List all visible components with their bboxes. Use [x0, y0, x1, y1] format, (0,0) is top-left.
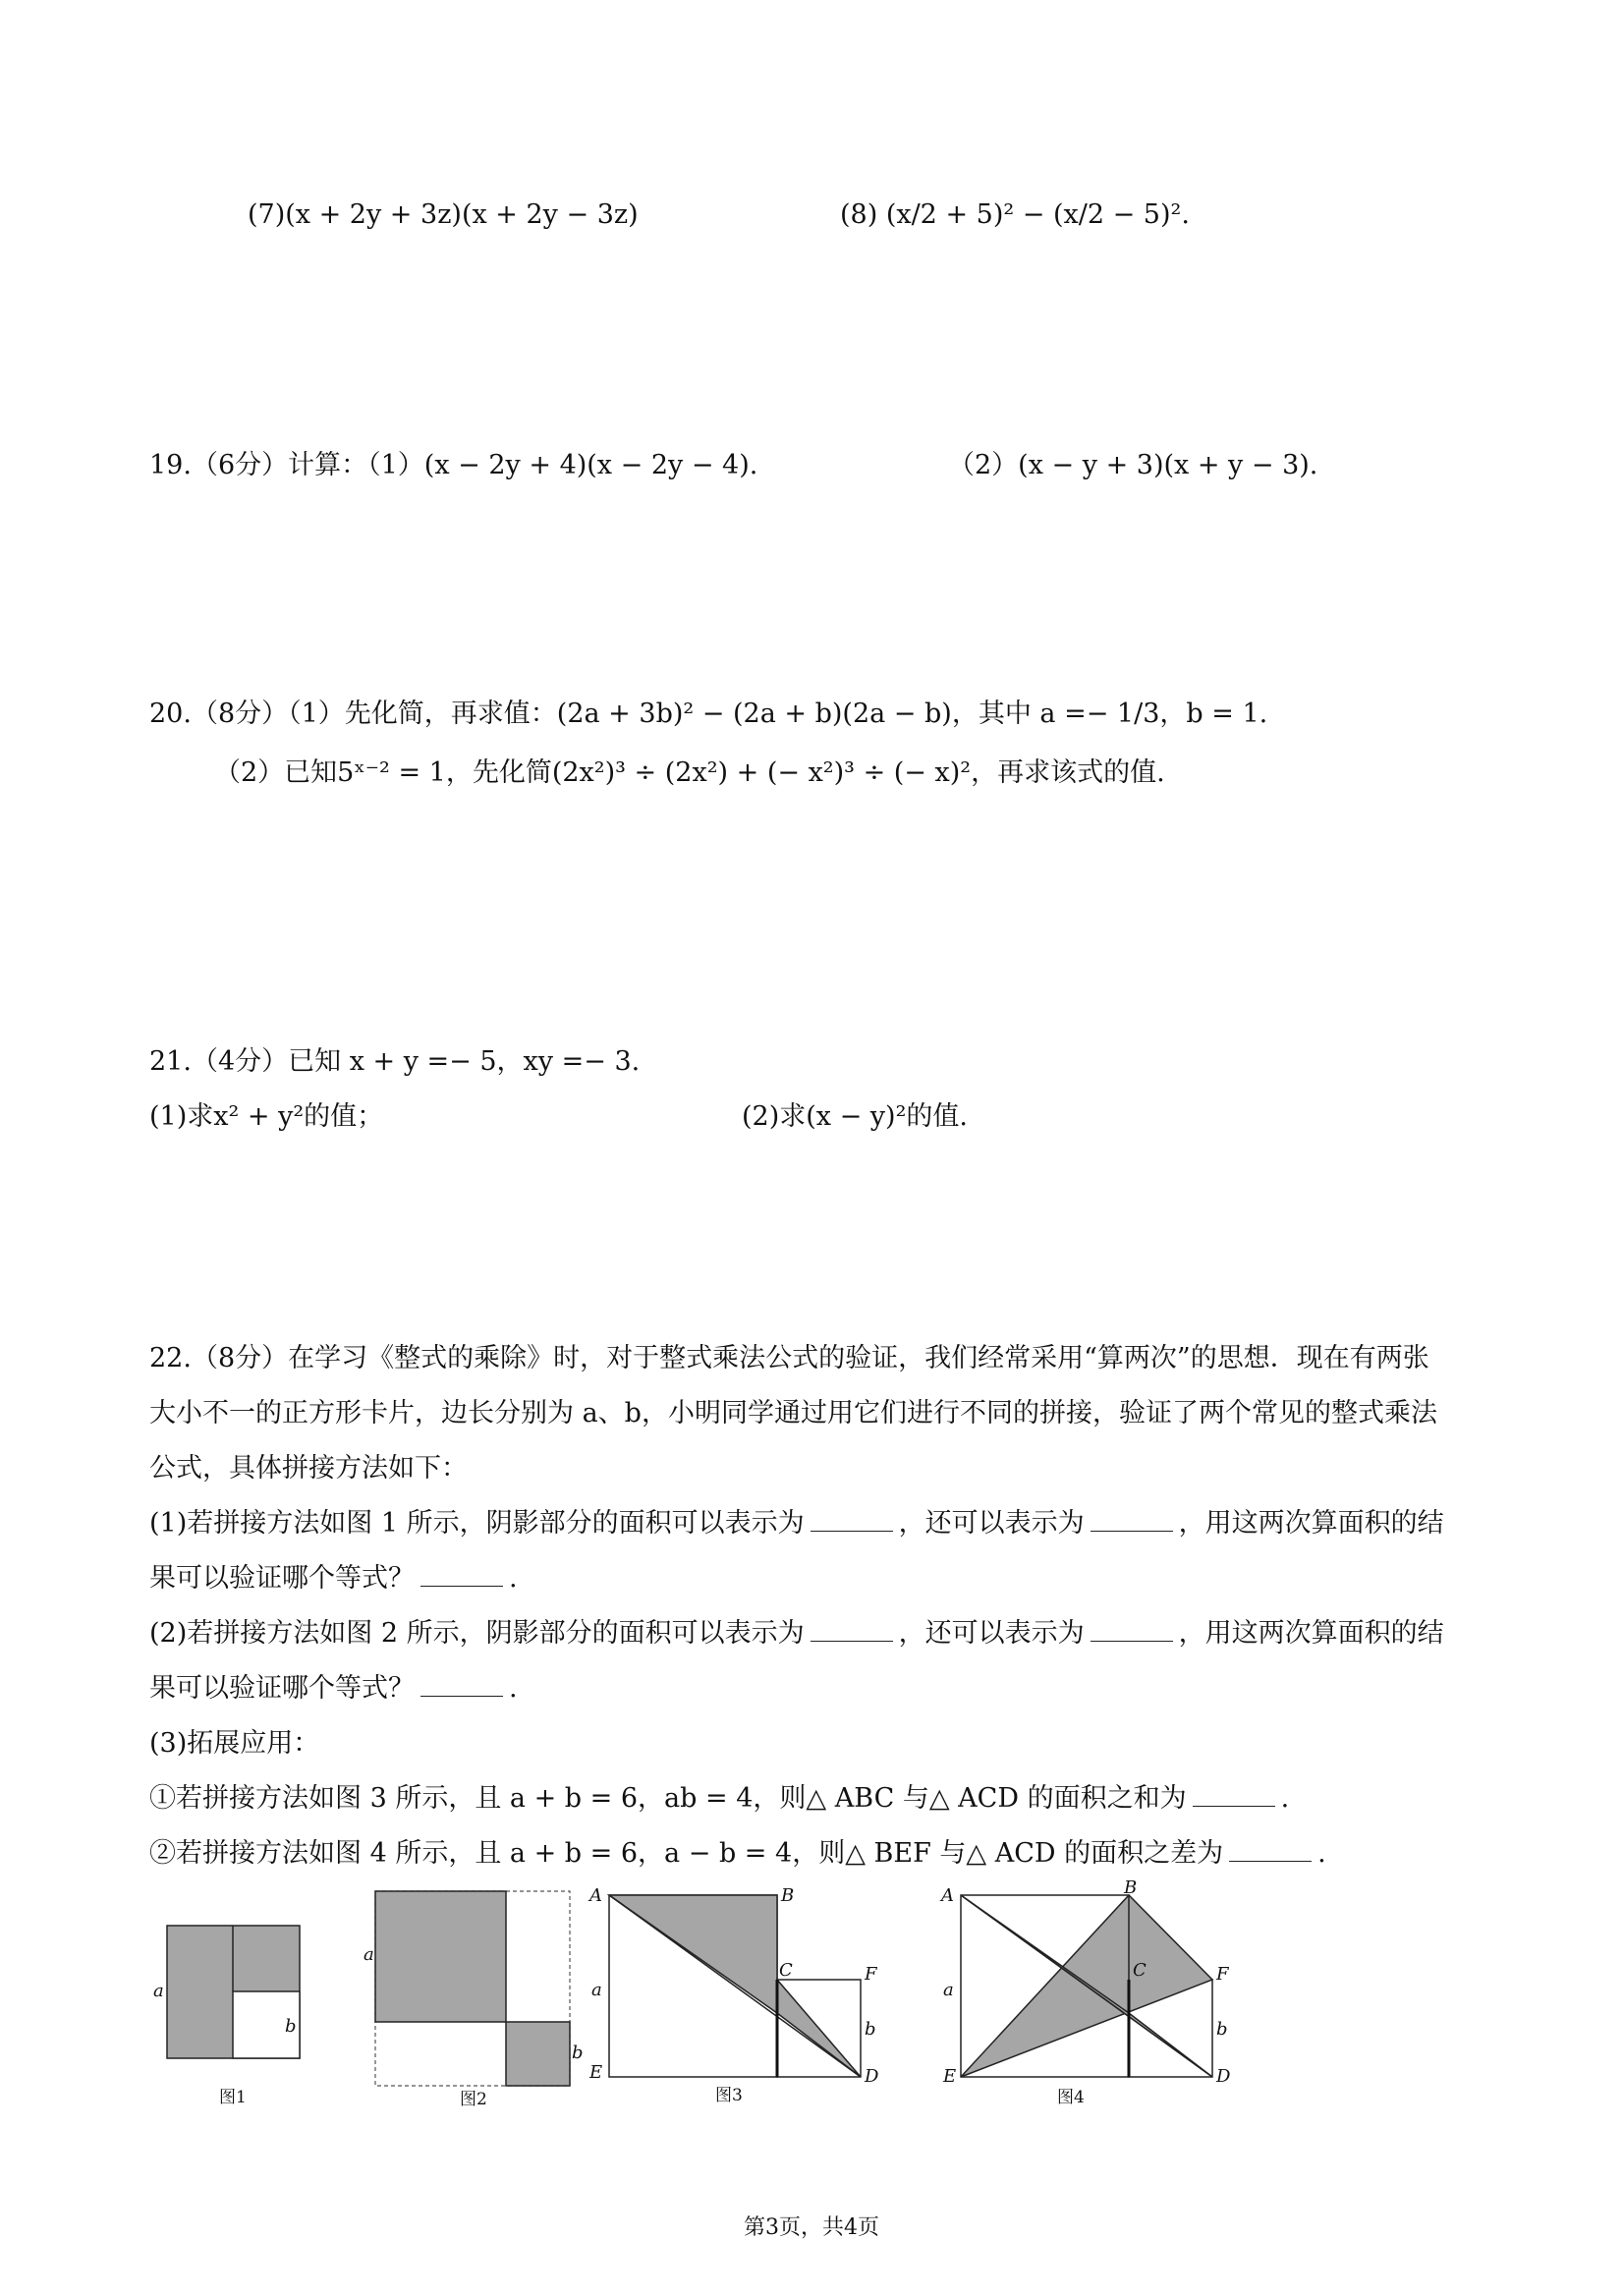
- answer-blank[interactable]: [420, 1674, 503, 1697]
- fig3-label-e-point: E: [589, 2062, 603, 2083]
- q18-item-8: (8) (x/2 + 5)² − (x/2 − 5)².: [840, 199, 1190, 230]
- fig3-label-f-point: F: [865, 1964, 877, 1985]
- q18-item-7: (7)(x + 2y + 3z)(x + 2y − 3z): [248, 199, 639, 230]
- q22-sub-2-text-c: ，用这两次算面积的结: [1178, 1618, 1444, 1649]
- q22-line-1: 22.（8分）在学习《整式的乘除》时，对于整式乘法公式的验证，我们经常采用“算两次”的思想．现在有两张: [149, 1343, 1429, 1373]
- period: .: [1280, 1783, 1290, 1814]
- q22-sub-1-text-b: ，还可以表示为: [898, 1508, 1085, 1539]
- fig3-label-b-point: B: [781, 1885, 795, 1906]
- q22-sub-2-text-a: (2)若拼接方法如图 2 所示，阴影部分的面积可以表示为: [149, 1618, 805, 1649]
- q22-sub-1-text-c: ，用这两次算面积的结: [1178, 1508, 1444, 1539]
- figure-2: [356, 1886, 582, 2093]
- fig4-label-a-point: A: [941, 1885, 954, 1906]
- q22-sub-2-text-b: ，还可以表示为: [898, 1618, 1085, 1649]
- q22-case-2: [149, 1835, 1326, 1873]
- q21-part-1: (1)求x² + y²的值；: [149, 1101, 384, 1132]
- q19-part-2: （2）(x − y + 3)(x + y − 3).: [948, 450, 1318, 480]
- fig2-caption: 图2: [460, 2090, 487, 2109]
- q21-part-2: (2)求(x − y)²的值.: [742, 1101, 968, 1132]
- fig3-label-c-point: C: [779, 1960, 793, 1981]
- q22-case-2-text: ②若拼接方法如图 4 所示，且 a + b = 6，a − b = 4，则△ BEF 与△ ACD 的面积之差为: [149, 1838, 1224, 1869]
- fig1-label-a: a: [153, 1981, 164, 2001]
- q22-case-1: [149, 1780, 1289, 1818]
- period: .: [509, 1563, 518, 1594]
- fig4-label-c-point: C: [1133, 1960, 1147, 1981]
- fig3-label-a-side: a: [591, 1980, 602, 2000]
- q22-sub-1: [149, 1505, 1444, 1542]
- answer-blank[interactable]: [811, 1509, 893, 1532]
- period: .: [1317, 1838, 1326, 1869]
- fig3-label-a-point: A: [589, 1885, 602, 1906]
- figure-3: [582, 1881, 896, 2087]
- fig3-triangle-acd: [777, 1980, 861, 2077]
- fig4-caption: 图4: [1057, 2088, 1085, 2107]
- q22-sub-2-cont: [149, 1670, 518, 1708]
- q22-sub-1-text-a: (1)若拼接方法如图 1 所示，阴影部分的面积可以表示为: [149, 1508, 805, 1539]
- q22-sub-2-text-d: 果可以验证哪个等式？: [149, 1673, 415, 1704]
- page-footer: 第3页，共4页: [744, 2215, 879, 2240]
- fig4-label-b-side: b: [1216, 2019, 1228, 2040]
- answer-blank[interactable]: [1091, 1509, 1173, 1532]
- q20-line-2: （2）已知5ˣ⁻² = 1，先化简(2x²)³ ÷ (2x²) + (− x²)³ ÷ (− x)²，再求该式的值.: [214, 757, 1165, 788]
- fig4-label-f-point: F: [1216, 1964, 1229, 1985]
- q22-line-3: 公式，具体拼接方法如下：: [149, 1453, 468, 1484]
- fig2-label-a: a: [364, 1944, 374, 1965]
- fig4-label-e-point: E: [943, 2066, 957, 2087]
- q22-line-2: 大小不一的正方形卡片，边长分别为 a、b，小明同学通过用它们进行不同的拼接，验证了两个常见的整式乘法: [149, 1398, 1437, 1428]
- answer-blank[interactable]: [1193, 1784, 1275, 1807]
- q22-sub-3: (3)拓展应用：: [149, 1728, 320, 1759]
- answer-blank[interactable]: [420, 1564, 503, 1587]
- answer-blank[interactable]: [811, 1619, 893, 1642]
- fig1-caption: 图1: [219, 2088, 247, 2107]
- fig3-caption: 图3: [715, 2086, 743, 2105]
- figure-1: [147, 1916, 314, 2073]
- q22-sub-1-text-d: 果可以验证哪个等式？: [149, 1563, 415, 1594]
- q19-part-1: 19.（6分）计算：（1）(x − 2y + 4)(x − 2y − 4).: [149, 450, 758, 480]
- q22-case-1-text: ①若拼接方法如图 3 所示，且 a + b = 6，ab = 4，则△ ABC 与△ ACD 的面积之和为: [149, 1783, 1187, 1814]
- period: .: [509, 1673, 518, 1704]
- figure-4: [933, 1877, 1248, 2087]
- q22-sub-2: [149, 1615, 1444, 1652]
- q21-head: 21.（4分）已知 x + y =− 5，xy =− 3.: [149, 1046, 641, 1077]
- fig2-square-b: [506, 2022, 570, 2086]
- q22-sub-1-cont: [149, 1560, 518, 1597]
- fig4-label-a-side: a: [943, 1980, 954, 2000]
- fig4-label-b-point: B: [1124, 1877, 1138, 1898]
- fig1-label-b: b: [285, 2016, 297, 2037]
- fig2-square-a: [375, 1891, 506, 2022]
- q20-line-1: 20.（8分）（1）先化简，再求值：(2a + 3b)² − (2a + b)(2a − b)，其中 a =− 1/3，b = 1.: [149, 699, 1268, 729]
- fig2-label-b: b: [572, 2043, 584, 2063]
- fig4-label-d-point: D: [1216, 2066, 1231, 2087]
- answer-blank[interactable]: [1229, 1839, 1312, 1862]
- answer-blank[interactable]: [1091, 1619, 1173, 1642]
- fig3-label-b-side: b: [865, 2019, 876, 2040]
- fig3-label-d-point: D: [865, 2066, 879, 2087]
